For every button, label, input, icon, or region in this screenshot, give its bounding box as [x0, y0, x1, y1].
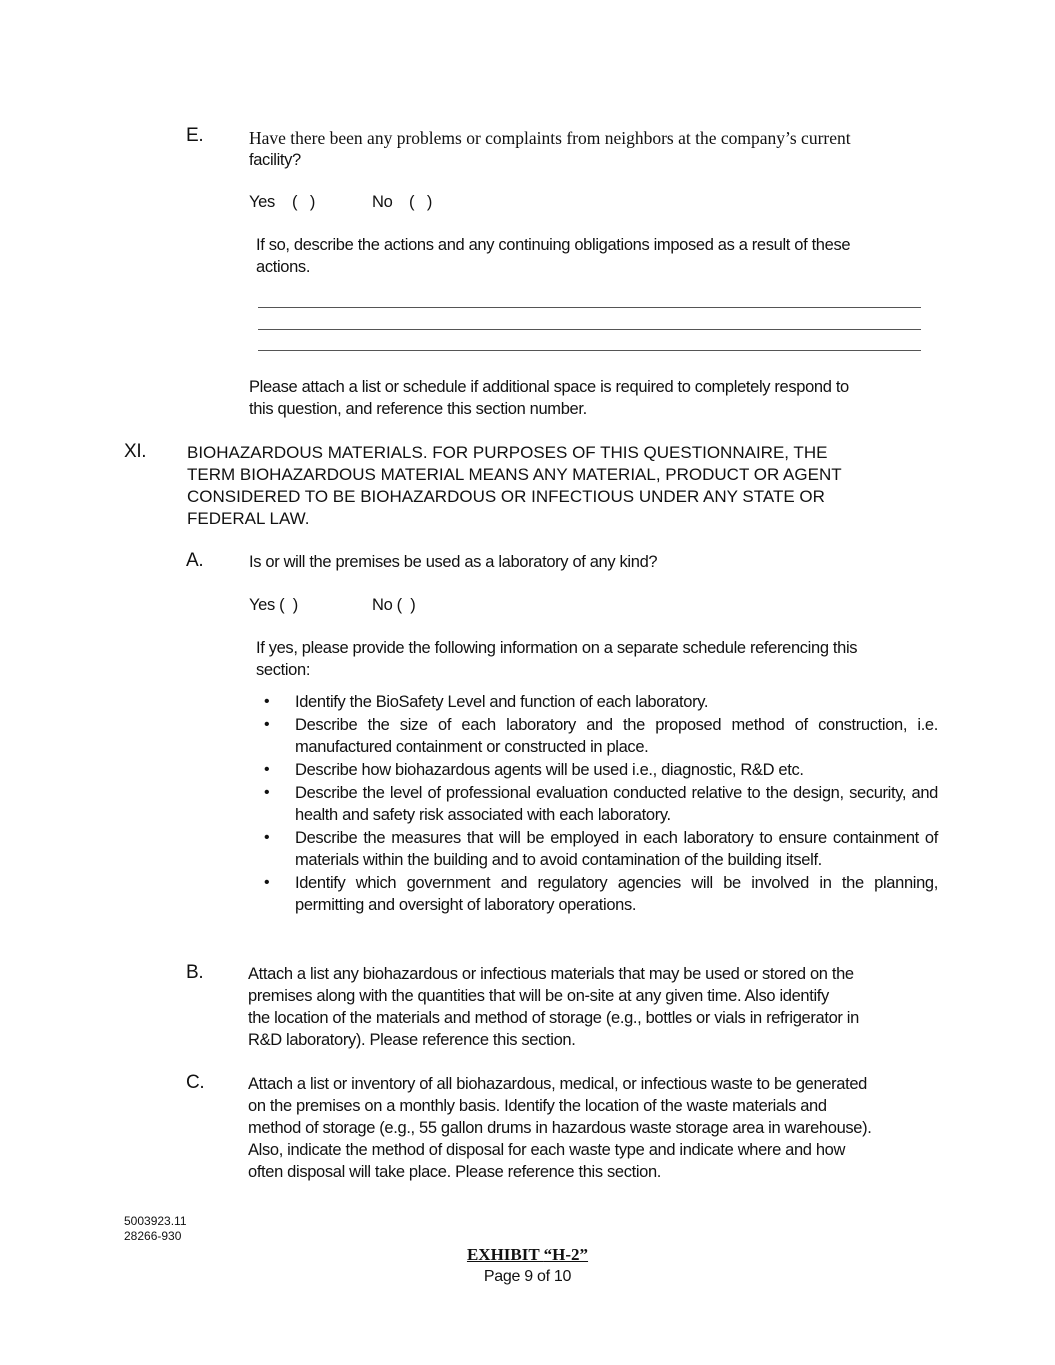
- section-xi-c-line1: Attach a list or inventory of all biohazardous, medical, or infectious waste to be generated: [248, 1075, 867, 1093]
- list-item: • Identify the BioSafety Level and function of each laboratory.: [264, 693, 709, 711]
- matter-id: 28266-930: [124, 1229, 182, 1243]
- section-xi-a-yes-option[interactable]: Yes ( ): [249, 596, 298, 614]
- section-xi-a-no-option[interactable]: No ( ): [372, 596, 416, 614]
- answer-line-3[interactable]: [258, 350, 921, 351]
- exhibit-label: [0, 1245, 1055, 1265]
- section-xi-c-letter: C.: [186, 1072, 205, 1093]
- section-e-no-checkbox[interactable]: ( ): [409, 193, 432, 211]
- section-xi-a-ifyes-line2: section:: [256, 661, 311, 679]
- page-number: Page 9 of 10: [483, 1268, 572, 1285]
- section-xi-c-line4: Also, indicate the method of disposal for each waste type and indicate where and how: [248, 1141, 846, 1159]
- section-xi-heading-line3: CONSIDERED TO BE BIOHAZARDOUS OR INFECTIOUS UNDER ANY STATE OR: [187, 487, 825, 506]
- section-xi-b-line2: premises along with the quantities that will be on-site at any given time. Also identify: [248, 987, 829, 1005]
- section-xi-heading-line2: TERM BIOHAZARDOUS MATERIAL MEANS ANY MATERIAL, PRODUCT OR AGENT: [187, 465, 842, 484]
- document-id: 5003923.11: [124, 1214, 187, 1228]
- list-item: • Identify which government and regulatory agencies will be involved in the planning, permitting and oversight of laboratory operations.: [264, 874, 938, 914]
- section-e-describe-line1: If so, describe the actions and any continuing obligations imposed as a result of these: [256, 236, 851, 254]
- section-xi-b-line4: R&D laboratory). Please reference this section.: [248, 1031, 576, 1049]
- answer-line-2[interactable]: [258, 329, 921, 330]
- bullet-icon: •: [264, 784, 270, 801]
- section-e-describe-line2: actions.: [256, 258, 311, 276]
- section-e-yes-label: Yes: [249, 193, 275, 211]
- section-xi-numeral: XI.: [124, 441, 147, 462]
- bullet-icon: •: [264, 761, 270, 778]
- section-e-attach-line2: this question, and reference this section number.: [249, 400, 587, 418]
- section-xi-c-line5: often disposal will take place. Please reference this section.: [248, 1163, 662, 1181]
- section-xi-a-question: Is or will the premises be used as a laboratory of any kind?: [249, 553, 658, 571]
- section-e-question-line1: Have there been any problems or complaints from neighbors at the company’s current: [249, 128, 851, 148]
- answer-line-1[interactable]: [258, 307, 921, 308]
- section-xi-b-line3: the location of the materials and method of storage (e.g., bottles or vials in refrigerator in: [248, 1009, 859, 1027]
- section-e-question-line2: facility?: [249, 151, 301, 169]
- section-xi-b-line1: Attach a list any biohazardous or infectious materials that may be used or stored on the: [248, 965, 854, 983]
- section-e-attach-line1: Please attach a list or schedule if additional space is required to completely respond to: [249, 378, 849, 396]
- section-e-no-label: No: [372, 193, 393, 211]
- bullet-icon: •: [264, 716, 270, 733]
- section-e-letter: E.: [186, 125, 204, 146]
- bullet-icon: •: [264, 693, 270, 710]
- list-item: • Describe how biohazardous agents will be used i.e., diagnostic, R&D etc.: [264, 761, 804, 779]
- laboratory-info-list: [262, 691, 938, 917]
- bullet-icon: •: [264, 874, 270, 891]
- section-xi-c-line3: method of storage (e.g., 55 gallon drums in hazardous waste storage area in warehouse).: [248, 1119, 872, 1137]
- section-xi-a-letter: A.: [186, 550, 204, 571]
- list-item: • Describe the level of professional evaluation conducted relative to the design, security, and health and safety risk associated with each laboratory.: [264, 784, 938, 824]
- section-xi-c-line2: on the premises on a monthly basis. Identify the location of the waste materials and: [248, 1097, 827, 1115]
- section-xi-heading-line1: BIOHAZARDOUS MATERIALS. FOR PURPOSES OF THIS QUESTIONNAIRE, THE: [187, 443, 828, 462]
- bullet-icon: •: [264, 829, 270, 846]
- section-xi-heading-line4: FEDERAL LAW.: [187, 509, 310, 528]
- list-item: • Describe the measures that will be employed in each laboratory to ensure containment of materials within the building and to avoid contamination of the building itself.: [264, 829, 938, 869]
- exhibit-value: “H-2”: [543, 1245, 589, 1264]
- list-item: • Describe the size of each laboratory and the proposed method of construction, i.e. manufactured containment or constructed in place.: [264, 716, 938, 756]
- section-xi-a-ifyes-line1: If yes, please provide the following information on a separate schedule referencing this: [256, 639, 858, 657]
- section-xi-b-letter: B.: [186, 962, 204, 983]
- exhibit-prefix: EXHIBIT: [466, 1245, 544, 1264]
- section-e-yes-checkbox[interactable]: ( ): [292, 193, 315, 211]
